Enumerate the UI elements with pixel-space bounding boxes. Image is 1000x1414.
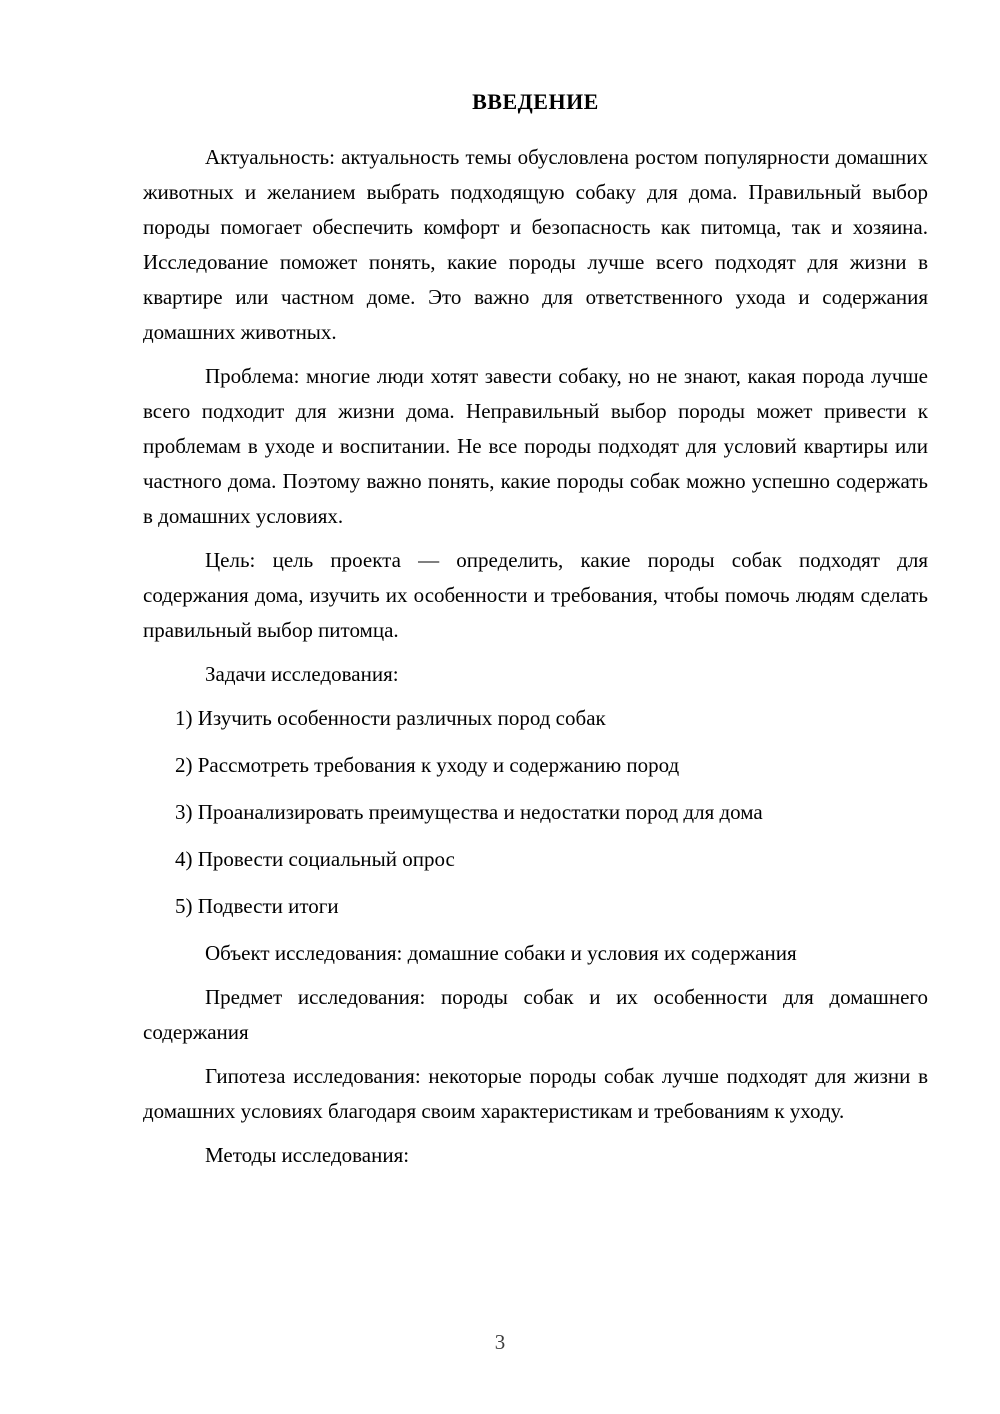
paragraph-relevance: Актуальность: актуальность темы обусловлена ростом популярности домашних животных и желанием выбрать подходящую собаку для дома. Правильный выбор породы помогает обеспечить комфорт и безопасность как питомца, так и хозяина. Исследование поможет понять, какие породы лучше всего подходят для жизни в квартире или частном доме. Это важно для ответственного ухода и содержания домашних животных.	[143, 145, 928, 344]
tasks-list	[143, 701, 928, 924]
task-item-2: 2) Рассмотреть требования к уходу и содержанию пород	[175, 753, 680, 777]
paragraph-problem: Проблема: многие люди хотят завести собаку, но не знают, какая порода лучше всего подходит для жизни дома. Неправильный выбор породы может привести к проблемам в уходе и воспитании. Не все породы подходят для условий квартиры или частного дома. Поэтому важно понять, какие породы собак можно успешно содержать в домашних условиях.	[143, 364, 928, 528]
tasks-heading: Задачи исследования:	[205, 662, 399, 686]
paragraph-subject: Предмет исследования: породы собак и их особенности для домашнего содержания	[143, 985, 928, 1044]
paragraph-object: Объект исследования: домашние собаки и условия их содержания	[205, 941, 797, 965]
task-item-3: 3) Проанализировать преимущества и недостатки пород для дома	[175, 800, 763, 824]
page-title: ВВЕДЕНИЕ	[472, 89, 599, 114]
page-number: 3	[494, 1330, 506, 1354]
paragraph-goal: Цель: цель проекта — определить, какие породы собак подходят для содержания дома, изучить их особенности и требования, чтобы помочь людям сделать правильный выбор питомца.	[143, 548, 928, 642]
task-item-1: 1) Изучить особенности различных пород собак	[175, 706, 606, 730]
paragraph-hypothesis: Гипотеза исследования: некоторые породы собак лучше подходят для жизни в домашних условиях благодаря своим характеристикам и требованиям к уходу.	[143, 1064, 928, 1123]
methods-heading: Методы исследования:	[205, 1143, 410, 1167]
task-item-4: 4) Провести социальный опрос	[175, 847, 455, 871]
document-content	[143, 88, 928, 1182]
task-item-5: 5) Подвести итоги	[175, 894, 339, 918]
